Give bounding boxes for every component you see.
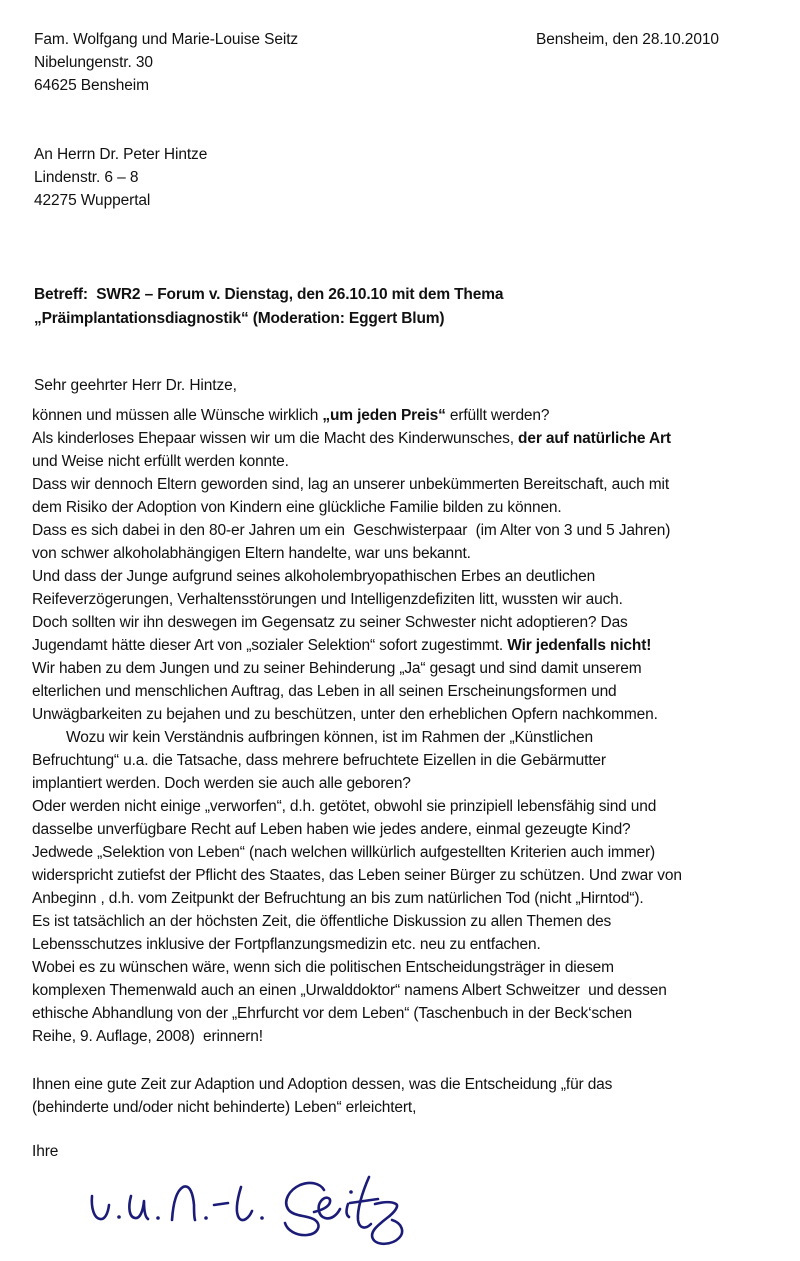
body-line — [32, 749, 782, 772]
closing-line: (behinderte und/oder nicht behinderte) Leben“ erleichtert, — [32, 1099, 417, 1116]
body-text: dem Risiko der Adoption von Kindern eine glückliche Familie bilden zu können. — [32, 499, 562, 516]
body-text: widerspricht zutiefst der Pflicht des Staates, das Leben seiner Bürger zu schützen. Und zwar von — [32, 867, 682, 884]
body-text: Doch sollten wir ihn deswegen im Gegensatz zu seiner Schwester nicht adoptieren? Das — [32, 614, 628, 631]
body-text: und Weise nicht erfüllt werden konnte. — [32, 453, 289, 470]
body-line — [32, 427, 782, 450]
body-text: Es ist tatsächlich an der höchsten Zeit, die öffentliche Diskussion zu allen Themen des — [32, 913, 612, 930]
subject-line: „Präimplantationsdiagnostik“ (Moderation: Eggert Blum) — [34, 310, 445, 327]
sender-line: Fam. Wolfgang und Marie-Louise Seitz — [34, 31, 299, 48]
body-line — [32, 933, 782, 956]
emphasized-text: der auf natürliche Art — [518, 430, 671, 447]
body-text: Anbeginn , d.h. vom Zeitpunkt der Befruchtung an bis zum natürlichen Tod (nicht „Hirntod“). — [32, 890, 644, 907]
sender-address-block — [34, 28, 298, 97]
body-line — [32, 1002, 782, 1025]
body-line — [32, 795, 782, 818]
body-line — [32, 565, 782, 588]
subject-block — [34, 283, 503, 331]
body-text: Und dass der Junge aufgrund seines alkoholembryopathischen Erbes an deutlichen — [32, 568, 596, 585]
body-text: Wozu wir kein Verständnis aufbringen können, ist im Rahmen der „Künstlichen — [66, 729, 593, 746]
body-line — [32, 772, 782, 795]
closing-line: Ihnen eine gute Zeit zur Adaption und Adoption dessen, was die Entscheidung „für das — [32, 1076, 613, 1093]
body-line — [32, 956, 782, 979]
body-text: Wobei es zu wünschen wäre, wenn sich die politischen Entscheidungsträger in diesem — [32, 959, 614, 976]
body-line — [32, 818, 782, 841]
body-line — [32, 611, 782, 634]
body-text: Oder werden nicht einige „verworfen“, d.h. getötet, obwohl sie prinzipiell lebensfähig sind und — [32, 798, 657, 815]
body-line — [32, 450, 782, 473]
subject-line: Betreff: SWR2 – Forum v. Dienstag, den 26.10.10 mit dem Thema — [34, 286, 504, 303]
body-line — [32, 979, 782, 1002]
body-line — [32, 496, 782, 519]
body-line — [32, 473, 782, 496]
handwritten-signature — [86, 1160, 416, 1252]
closing-block — [32, 1073, 782, 1119]
body-line — [32, 841, 782, 864]
body-line — [32, 588, 782, 611]
body-text: Als kinderloses Ehepaar wissen wir um die Macht des Kinderwunsches, — [32, 430, 519, 447]
body-text: komplexen Themenwald auch an einen „Urwalddoktor“ namens Albert Schweitzer und dessen — [32, 982, 667, 999]
letter-body — [32, 404, 782, 1048]
body-text: dasselbe unverfügbare Recht auf Leben haben wie jedes andere, einmal gezeugte Kind? — [32, 821, 631, 838]
recipient-line: An Herrn Dr. Peter Hintze — [34, 146, 208, 163]
body-text: Dass es sich dabei in den 80-er Jahren um ein Geschwisterpaar (im Alter von 3 und 5 Jahren) — [32, 522, 671, 539]
body-text: Unwägbarkeiten zu bejahen und zu beschützen, unter den erheblichen Opfern nachkommen. — [32, 706, 658, 723]
body-text: erfüllt werden? — [445, 407, 550, 424]
place-and-date: Bensheim, den 28.10.2010 — [536, 31, 719, 48]
body-line — [32, 657, 782, 680]
sender-line: Nibelungenstr. 30 — [34, 54, 153, 71]
emphasized-text: Wir jedenfalls nicht! — [507, 637, 652, 654]
body-line — [32, 404, 782, 427]
body-text: Wir haben zu dem Jungen und zu seiner Behinderung „Ja“ gesagt und sind damit unserem — [32, 660, 642, 677]
recipient-line: 42275 Wuppertal — [34, 192, 151, 209]
body-text: ethische Abhandlung von der „Ehrfurcht vor dem Leben“ (Taschenbuch in der Beck‘schen — [32, 1005, 633, 1022]
body-text: elterlichen und menschlichen Auftrag, das Leben in all seinen Erscheinungsformen und — [32, 683, 617, 700]
body-line — [32, 634, 782, 657]
body-text: Reihe, 9. Auflage, 2008) erinnern! — [32, 1028, 263, 1045]
body-line — [32, 519, 782, 542]
sender-line: 64625 Bensheim — [34, 77, 149, 94]
body-text: Dass wir dennoch Eltern geworden sind, lag an unserer unbekümmerten Bereitschaft, auch mit — [32, 476, 669, 493]
recipient-address-block — [34, 143, 207, 212]
salutation: Sehr geehrter Herr Dr. Hintze, — [34, 377, 237, 394]
body-line — [32, 680, 782, 703]
body-text: Lebensschutzes inklusive der Fortpflanzungsmedizin etc. neu zu entfachen. — [32, 936, 541, 953]
body-text: Befruchtung“ u.a. die Tatsache, dass mehrere befruchtete Eizellen in die Gebärmutter — [32, 752, 606, 769]
regards-line: Ihre — [32, 1143, 59, 1160]
body-text: Jedwede „Selektion von Leben“ (nach welchen willkürlich aufgestellten Kriterien auch immer) — [32, 844, 656, 861]
body-line — [32, 910, 782, 933]
body-text: Reifeverzögerungen, Verhaltensstörungen und Intelligenzdefiziten litt, wussten wir auch. — [32, 591, 623, 608]
body-line — [32, 703, 782, 726]
body-text: implantiert werden. Doch werden sie auch alle geboren? — [32, 775, 411, 792]
emphasized-text: „um jeden Preis“ — [322, 407, 446, 424]
body-line — [32, 542, 782, 565]
recipient-line: Lindenstr. 6 – 8 — [34, 169, 139, 186]
body-line — [32, 726, 782, 749]
body-text: können und müssen alle Wünsche wirklich — [32, 407, 323, 424]
body-text: von schwer alkoholabhängigen Eltern handelte, war uns bekannt. — [32, 545, 471, 562]
body-line — [32, 1025, 782, 1048]
body-line — [32, 864, 782, 887]
body-text: Jugendamt hätte dieser Art von „sozialer Selektion“ sofort zugestimmt. — [32, 637, 508, 654]
body-line — [32, 887, 782, 910]
